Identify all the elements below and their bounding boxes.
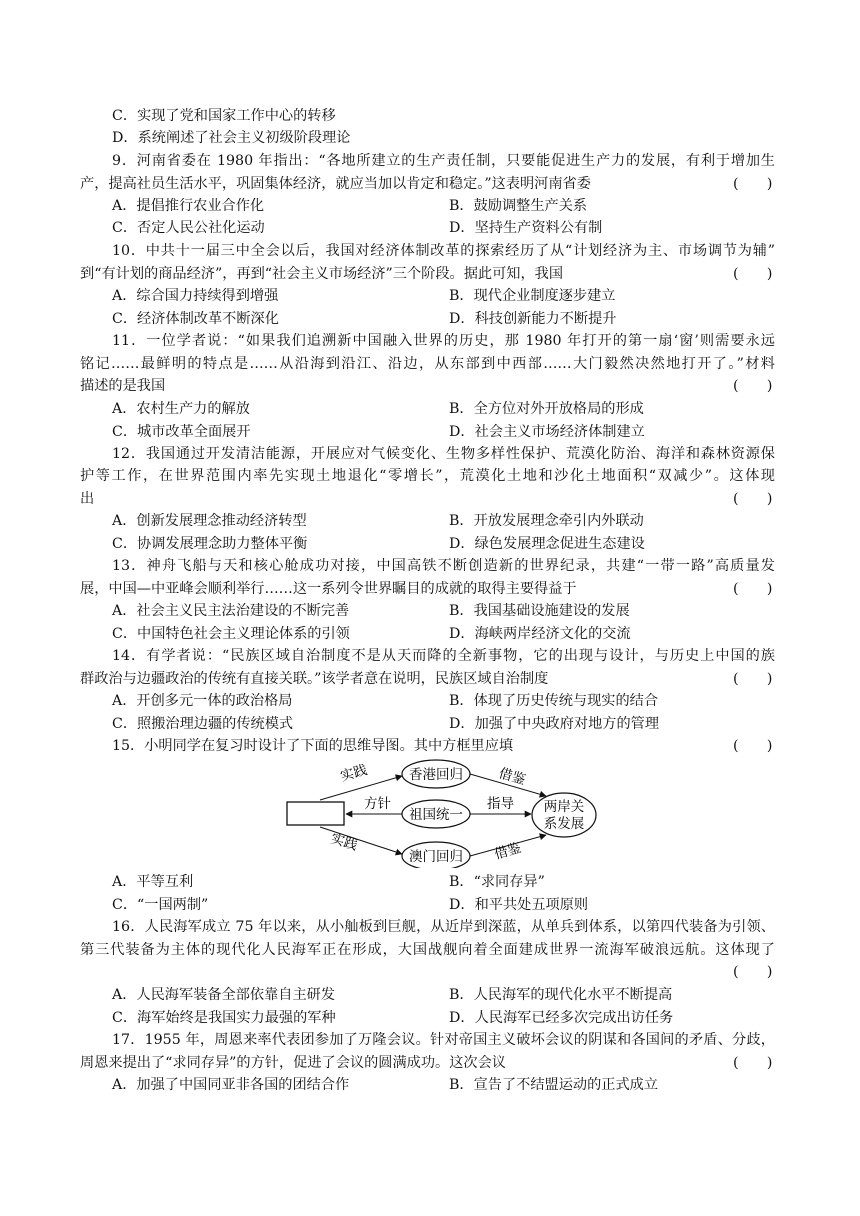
edge-label-practice-bottom: 实践	[328, 830, 360, 854]
node-macau-label: 澳门回归	[409, 849, 463, 865]
q17-stem-line2: 周恩来提出了“求同存异”的方针，促进了会议的圆满成功。这次会议	[80, 1055, 506, 1071]
node-cross-strait-label-1: 两岸关	[543, 799, 585, 815]
q13-stem-line2: 展，中国—中亚峰会顺利举行……这一系列令世界瞩目的成就的取得主要得益于	[80, 581, 577, 597]
q10-option-d: D．科技创新能力不断提升	[449, 311, 617, 327]
edge-label-reference-top: 借鉴	[496, 765, 528, 789]
q11-option-d: D．社会主义市场经济体制建立	[449, 424, 645, 440]
q14-option-c: C．照搬治理边疆的传统模式	[112, 716, 294, 732]
q15-option-d: D．和平共处五项原则	[449, 897, 589, 913]
q12-option-a: A．创新发展理念推动经济转型	[112, 513, 307, 529]
q12-option-b: B．开放发展理念牵引内外联动	[449, 513, 644, 529]
q10-option-a: A．综合国力持续得到增强	[112, 288, 279, 304]
q16-stem-line2: 第三代装备为主体的现代化人民海军正在形成，大国战舰向着全面建成世界一流海军破浪远航。这体现了	[80, 942, 775, 958]
q9-stem-line1: 9．河南省委在 1980 年指出：“各地所建立的生产责任制，只要能促进生产力的发展，有利于增加生	[112, 153, 775, 169]
q17-answer-blank: ( )	[733, 1055, 773, 1071]
q9-option-c: C．否定人民公社化运动	[112, 220, 265, 236]
q11-answer-blank: ( )	[733, 378, 773, 394]
q14-option-a: A．开创多元一体的政治格局	[112, 693, 293, 709]
q16-option-d: D．人民海军已经多次完成出访任务	[449, 1010, 674, 1026]
option-c-prev: C．实现了党和国家工作中心的转移	[112, 108, 336, 124]
q11-option-c: C．城市改革全面展开	[112, 424, 251, 440]
q12-stem-line2: 护等工作，在世界范围内率先实现土地退化“零增长”，荒漠化土地和沙化土地面积“双减少”。这体现	[80, 468, 775, 484]
node-cross-strait-label-2: 系发展	[543, 816, 585, 832]
q12-stem-line3: 出	[80, 491, 95, 507]
q13-stem-line1: 13．神舟飞船与天和核心舱成功对接，中国高铁不断创造新的世界纪录，共建“一带一路”高质量发	[112, 558, 775, 574]
q10-stem-line2: 到“有计划的商品经济”，再到“社会主义市场经济”三个阶段。据此可知，我国	[80, 266, 564, 282]
q16-stem-line1: 16．人民海军成立 75 年以来，从小舢板到巨舰，从近岸到深蓝，从单兵到体系，以第四代装备为引领、	[112, 919, 775, 935]
q11-option-a: A．农村生产力的解放	[112, 401, 250, 417]
edge-label-reference-bottom: 借鉴	[492, 840, 524, 863]
q14-answer-blank: ( )	[733, 671, 773, 687]
q15-option-a: A．平等互利	[112, 874, 194, 890]
node-center-label: 祖国统一	[409, 807, 463, 823]
q15-stem-line1: 15．小明同学在复习时设计了下面的思维导图。其中方框里应填	[112, 738, 514, 754]
q10-stem-line1: 10．中共十一届三中全会以后，我国对经济体制改革的探索经历了从“计划经济为主、市场调节为辅”	[112, 243, 775, 259]
q14-option-d: D．加强了中央政府对地方的管理	[449, 716, 660, 732]
q14-option-b: B．体现了历史传统与现实的结合	[449, 693, 659, 709]
q15-option-c: C．“一国两制”	[112, 897, 209, 913]
q10-option-b: B．现代企业制度逐步建立	[449, 288, 616, 304]
q9-option-b: B．鼓励调整生产关系	[449, 198, 588, 214]
q9-stem-line2: 产，提高社员生活水平，巩固集体经济，就应当加以肯定和稳定。”这表明河南省委	[80, 176, 591, 192]
edge-label-guidance: 指导	[487, 796, 514, 812]
q14-stem-line1: 14．有学者说：“民族区域自治制度不是从天而降的全新事物，它的出现与设计，与历史上中国的族	[112, 648, 775, 664]
q15-answer-blank: ( )	[733, 738, 773, 754]
q17-stem-line1: 17．1955 年，周恩来率代表团参加了万隆会议。针对帝国主义破坏会议的阴谋和各国间的矛盾、分歧，	[112, 1032, 775, 1048]
q16-option-a: A．人民海军装备全部依靠自主研发	[112, 987, 336, 1003]
q12-option-c: C．协调发展理念助力整体平衡	[112, 536, 308, 552]
q12-option-d: D．绿色发展理念促进生态建设	[449, 536, 645, 552]
q12-stem-line1: 12．我国通过开发清洁能源，开展应对气候变化、生物多样性保护、荒漠化防治、海洋和森林资源保	[112, 446, 775, 462]
q16-option-c: C．海军始终是我国实力最强的军种	[112, 1010, 336, 1026]
q13-option-d: D．海峡两岸经济文化的交流	[449, 626, 631, 642]
q11-stem-line2: 铭记……最鲜明的特点是……从沿海到沿江、沿边，从东部到中西部……大门毅然决然地打开了。”材料	[80, 356, 775, 372]
q9-option-a: A．提倡推行农业合作化	[112, 198, 265, 214]
q16-option-b: B．人民海军的现代化水平不断提高	[449, 987, 673, 1003]
q17-option-a: A．加强了中国同亚非各国的团结合作	[112, 1077, 350, 1093]
q9-option-d: D．坚持生产资料公有制	[449, 220, 603, 236]
edge-label-policy: 方针	[364, 796, 391, 812]
blank-answer-box	[287, 802, 344, 825]
edge-label-practice-top: 实践	[338, 762, 370, 785]
q15-option-b: B．“求同存异”	[449, 874, 545, 890]
q16-answer-blank: ( )	[733, 964, 773, 980]
q10-answer-blank: ( )	[733, 266, 773, 282]
q13-option-c: C．中国特色社会主义理论体系的引领	[112, 626, 350, 642]
q13-option-b: B．我国基础设施建设的发展	[449, 603, 630, 619]
q13-answer-blank: ( )	[733, 581, 773, 597]
q11-option-b: B．全方位对外开放格局的形成	[449, 401, 644, 417]
q17-option-b: B．宣告了不结盟运动的正式成立	[449, 1077, 659, 1093]
node-hk-label: 香港回归	[409, 767, 463, 783]
q13-option-a: A．社会主义民主法治建设的不断完善	[112, 603, 350, 619]
q12-answer-blank: ( )	[733, 491, 773, 507]
mind-map-diagram	[284, 756, 604, 868]
q14-stem-line2: 群政治与边疆政治的传统有直接关联。”该学者意在说明，民族区域自治制度	[80, 671, 549, 687]
q11-stem-line1: 11．一位学者说：“如果我们追溯新中国融入世界的历史，那 1980 年打开的第一扇‘窗’则需要永远	[112, 333, 775, 349]
option-d-prev: D．系统阐述了社会主义初级阶段理论	[112, 130, 351, 146]
q9-answer-blank: ( )	[733, 176, 773, 192]
q11-stem-line3: 描述的是我国	[80, 378, 166, 394]
q10-option-c: C．经济体制改革不断深化	[112, 311, 279, 327]
